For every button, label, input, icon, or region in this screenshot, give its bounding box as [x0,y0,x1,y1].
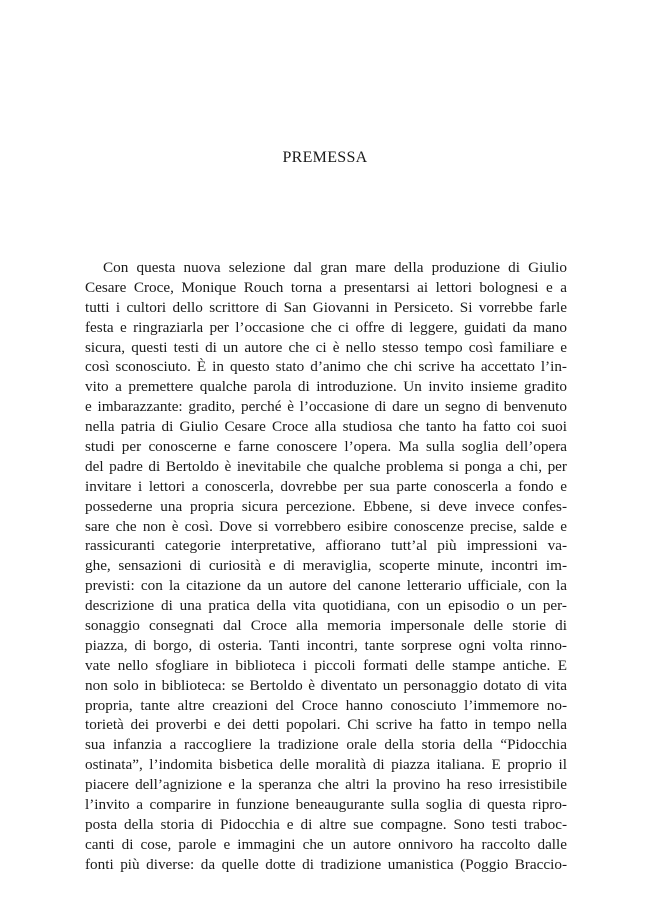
text-line: studi per conoscerne e farne conoscere l’opera. Ma sulla soglia dell’opera [85,438,567,456]
text-line: vate nello sfogliare in biblioteca i piccoli formati delle stampe antiche. E [85,656,567,674]
text-line: propria, tante altre creazioni del Croce hanno conosciuto l’immemore no- [85,696,567,714]
text-line: festa e ringraziarla per l’occasione che ci offre di leggere, guidati da mano [85,318,567,336]
text-line: tutti i cultori dello scrittore di San Giovanni in Persiceto. Si vorrebbe farle [85,298,567,316]
text-line: possederne una propria sicura percezione. Ebbene, si deve invece confes- [85,497,567,515]
text-line: e imbarazzante: gradito, perché è l’occasione di dare un segno di benvenuto [85,398,567,416]
text-line: descrizione di una pratica della vita quotidiana, con un episodio o un per- [85,597,567,615]
body-paragraph [85,258,567,875]
text-line: sua infanzia a raccogliere la tradizione orale della storia della “Pidocchia [85,736,567,754]
text-line: posta della storia di Pidocchia e di altre sue compagne. Sono testi traboc- [85,815,567,833]
text-line: nella patria di Giulio Cesare Croce alla studiosa che tanto ha fatto coi suoi [85,418,567,436]
text-line: non solo in biblioteca: se Bertoldo è diventato un personaggio dotato di vita [85,676,567,694]
text-line: invitare i lettori a conoscerla, dovrebbe per sua parte conoscerla a fondo e [85,477,567,495]
page-title: PREMESSA [282,149,368,166]
text-line: vito a premettere qualche parola di introduzione. Un invito insieme gradito [85,378,567,396]
text-line: ostinata”, l’indomita bisbetica delle moralità di piazza italiana. E proprio il [85,756,567,774]
text-line: piacere dell’agnizione e la speranza che altri la provino ha reso irresistibile [85,776,567,794]
text-line: torietà dei proverbi e dei detti popolari. Chi scrive ha fatto in tempo nella [85,716,567,734]
text-line: sicura, questi testi di un autore che ci è nello stesso tempo così familiare e [85,338,567,356]
text-line: Cesare Croce, Monique Rouch torna a presentarsi ai lettori bolognesi e a [85,278,567,296]
text-line: del padre di Bertoldo è inevitabile che qualche problema si ponga a chi, per [85,457,567,475]
text-line: Con questa nuova selezione dal gran mare della produzione di Giulio [103,259,567,276]
text-line: così sconosciuto. È in questo stato d’animo che chi scrive ha accettato l’in- [85,358,567,376]
text-line: canti di cose, parole e immagini che un autore onnivoro ha raccolto dalle [85,835,567,853]
text-line: rassicuranti categorie interpretative, affiorano tutt’al più impressioni va- [85,537,567,555]
text-line: l’invito a comparire in funzione beneaugurante sulla soglia di questa ripro- [85,796,567,814]
text-line: piazza, di borgo, di osteria. Tanti incontri, tante sorprese ogni volta rinno- [85,636,567,654]
text-line: fonti più diverse: da quelle dotte di tradizione umanistica (Poggio Braccio- [85,855,567,873]
text-line: ghe, sensazioni di curiosità e di meraviglia, scoperte minute, incontri im- [85,557,567,575]
text-line: sare che non è così. Dove si vorrebbero esibire conoscenze precise, salde e [85,517,567,535]
text-line: sonaggio consegnati dal Croce alla memoria impersonale delle storie di [85,617,567,635]
text-line: previsti: con la citazione da un autore del canone letterario ufficiale, con la [85,577,567,595]
